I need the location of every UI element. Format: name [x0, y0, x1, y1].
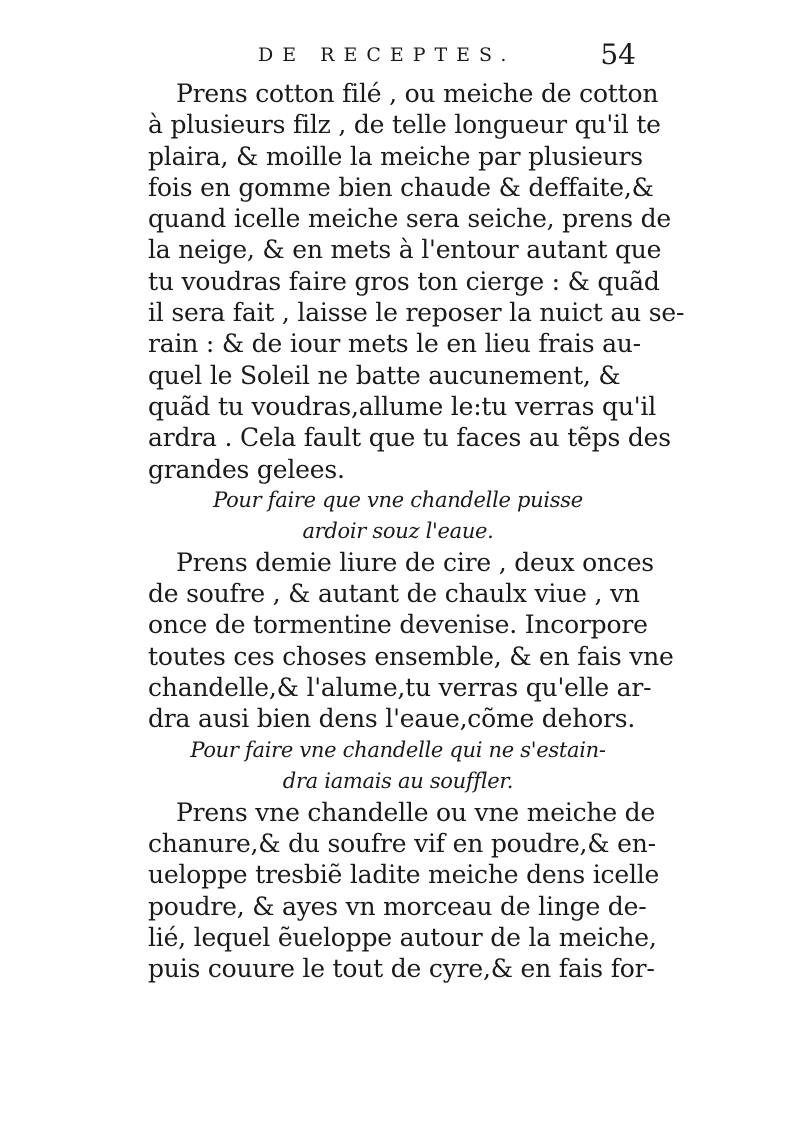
running-head: [150, 38, 640, 78]
page-number: 54: [600, 38, 636, 71]
text-line: il sera fait , laisse le reposer la nuict au se-: [148, 298, 685, 328]
text-line: plaira, & moille la meiche par plusieurs: [148, 141, 643, 171]
text-line: Prens cotton filé , ou meiche de cotton: [176, 79, 659, 108]
text-block: [148, 78, 685, 984]
text-line: chandelle,& l'alume,tu verras qu'elle ar-: [148, 673, 652, 703]
text-line: quand icelle meiche sera seiche, prens de: [148, 204, 671, 234]
recipe-section: [148, 485, 674, 735]
text-line: puis couure le tout de cyre,& en fais for-: [148, 954, 655, 984]
recipe-section: [148, 78, 685, 485]
text-line: à plusieurs filz , de telle longueur qu'il te: [148, 110, 661, 140]
running-title: DE RECEPTES.: [258, 44, 516, 66]
text-line: de soufre , & autant de chaulx viue , vn: [148, 579, 640, 609]
recipe-heading: Pour faire que vne chandelle puisse: [213, 487, 583, 512]
recipe-heading: ardoir souz l'eaue.: [302, 518, 494, 543]
text-line: quel le Soleil ne batte aucunement, &: [148, 360, 621, 390]
text-line: rain : & de iour mets le en lieu frais au-: [148, 329, 641, 359]
text-line: la neige, & en mets à l'entour autant que: [148, 235, 662, 265]
recipe-section: [148, 735, 660, 985]
text-line: lié, lequel ẽueloppe autour de la meiche,: [148, 922, 657, 952]
text-line: ueloppe tresbiẽ ladite meiche dens icelle: [148, 860, 660, 890]
text-line: Prens vne chandelle ou vne meiche de: [176, 797, 656, 827]
text-line: quãd tu voudras,allume le:tu verras qu'il: [148, 391, 656, 421]
recipe-heading: dra iamais au souffler.: [282, 768, 514, 793]
text-line: tu voudras faire gros ton cierge : & quãd: [148, 266, 660, 296]
text-line: once de tormentine devenise. Incorpore: [148, 610, 648, 640]
text-line: toutes ces choses ensemble, & en fais vne: [148, 641, 674, 671]
text-line: ardra . Cela fault que tu faces au tẽps des: [148, 423, 671, 453]
text-line: chanure,& du soufre vif en poudre,& en-: [148, 828, 656, 858]
text-line: fois en gomme bien chaude & deffaite,&: [148, 172, 654, 202]
recipe-heading: Pour faire vne chandelle qui ne s'estain-: [190, 737, 606, 762]
text-line: dra ausi bien dens l'eaue,cõme dehors.: [148, 704, 636, 734]
text-line: Prens demie liure de cire , deux onces: [176, 547, 654, 577]
text-line: poudre, & ayes vn morceau de linge de-: [148, 891, 647, 921]
text-line: grandes gelees.: [148, 454, 345, 484]
